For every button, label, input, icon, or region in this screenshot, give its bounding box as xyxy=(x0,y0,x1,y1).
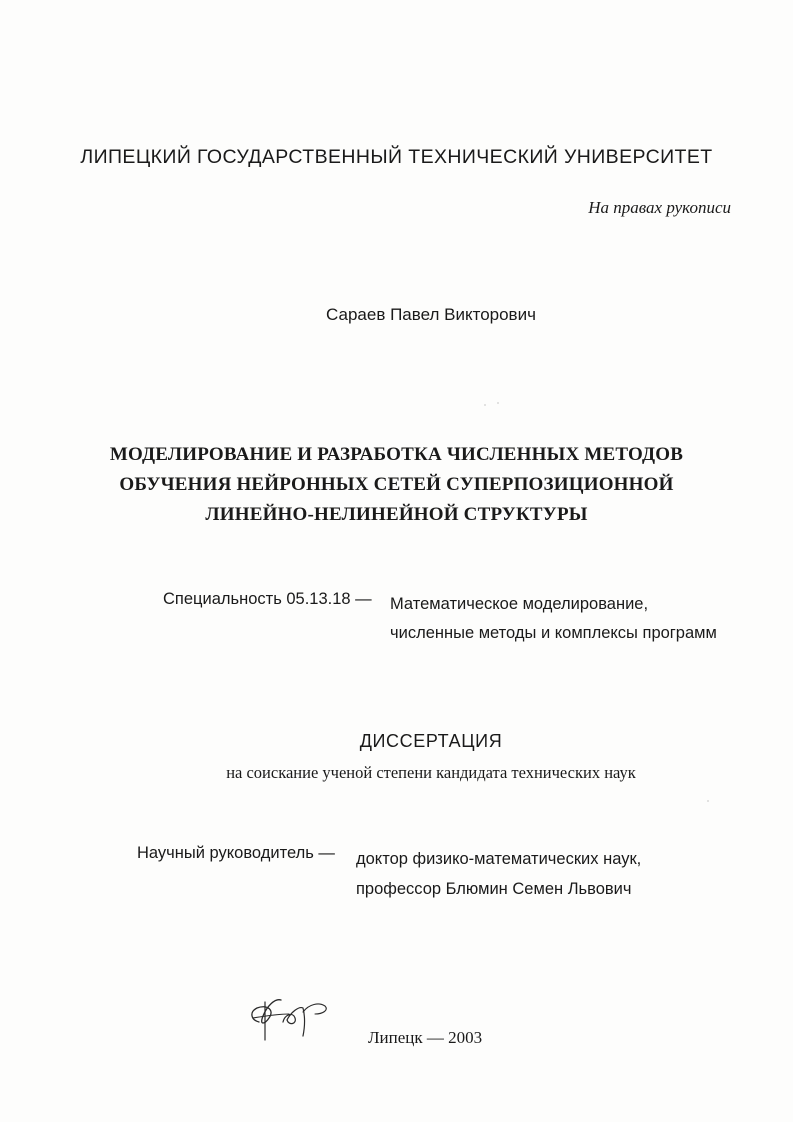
degree-line: на соискание ученой степени кандидата технических наук xyxy=(226,763,636,782)
advisor-line-1: доктор физико-математических наук, xyxy=(356,850,642,868)
title-line-3: ЛИНЕЙНО-НЕЛИНЕЙНОЙ СТРУКТУРЫ xyxy=(205,504,588,525)
author-name: Сараев Павел Викторович xyxy=(326,305,536,324)
title-line-2: ОБУЧЕНИЯ НЕЙРОННЫХ СЕТЕЙ СУПЕРПОЗИЦИОННОЙ xyxy=(119,474,674,495)
paper-speck xyxy=(484,404,486,406)
handwritten-signature xyxy=(245,992,335,1044)
rights-note: На правах рукописи xyxy=(588,198,731,217)
paper-speck xyxy=(707,800,709,802)
city-year: Липецк — 2003 xyxy=(368,1028,483,1047)
advisor-line-2: профессор Блюмин Семен Львович xyxy=(356,880,632,898)
speciality-label: Специальность 05.13.18 — xyxy=(163,590,372,608)
title-line-1: МОДЕЛИРОВАНИЕ И РАЗРАБОТКА ЧИСЛЕННЫХ МЕТОДОВ xyxy=(109,444,684,465)
speciality-line-1: Математическое моделирование, xyxy=(390,595,649,613)
speciality-value xyxy=(390,590,717,648)
advisor-value xyxy=(356,844,641,904)
dissertation-title xyxy=(0,440,793,530)
dissertation-heading: ДИССЕРТАЦИЯ xyxy=(359,731,503,751)
paper-speck xyxy=(497,402,499,404)
speciality-line-2: численные методы и комплексы программ xyxy=(390,624,717,642)
advisor-label: Научный руководитель — xyxy=(137,844,335,862)
university-name: ЛИПЕЦКИЙ ГОСУДАРСТВЕННЫЙ ТЕХНИЧЕСКИЙ УНИВЕРСИТЕТ xyxy=(80,146,713,168)
